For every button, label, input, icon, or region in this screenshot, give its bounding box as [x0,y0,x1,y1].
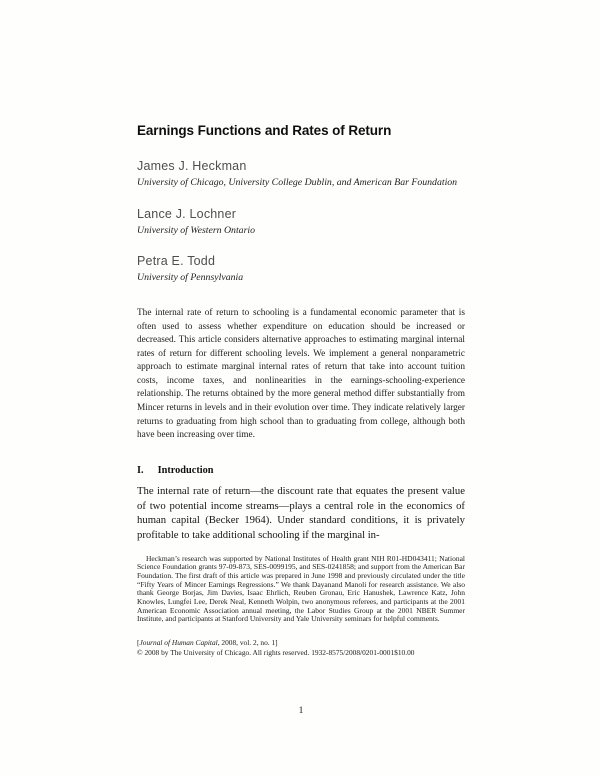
author-affiliation: University of Western Ontario [137,224,256,236]
paper-title: Earnings Functions and Rates of Return [137,123,392,138]
author-block [137,254,465,285]
copyright-line: © 2008 by The University of Chicago. All rights reserved. 1932-8575/2008/0201-0001$10.00 [137,647,415,657]
acknowledgments-footnote: Heckman’s research was supported by National Institutes of Health grant NIH R01-HD043411; National Science Foundation grants 97-09-873, SES-0099195, and SES-0241858; and support from the American Bar Foundation. The first draft of this article was prepared in June 1998 and previously circulated under the title “Fifty Years of Mincer Earnings Regressions.” We thank Dayanand Manoli for research assistance. We also thank George Borjas, Jim Davies, Isaac Ehrlich, Reuben Gronau, Eric Hanushek, Lawrence Katz, John Knowles, Lungfei Lee, Derek Neal, Kenneth Wolpin, two anonymous referees, and participants at the 2001 American Economic Association annual meeting, the Labor Studies Group at the 2001 NBER Summer Institute, and participants at Stanford University and Yale University seminars for helpful comments. [137,553,465,624]
journal-info [137,638,465,658]
author-list [137,159,465,285]
page-number: 1 [298,706,304,716]
author-affiliation: University of Chicago, University College Dublin, and American Bar Foundation [137,177,458,188]
journal-citation [137,638,465,648]
intro-paragraph: The internal rate of return—the discount rate that equates the present value of two potential income streams—plays a central role in the economics of human capital (Becker 1964). Under standard conditions, it is privately profitable to take additional schooling if the marginal in- [137,484,465,542]
author-block [137,207,465,238]
author-name: Petra E. Todd [137,254,216,269]
page-content [137,123,465,658]
author-name: James J. Heckman [137,159,247,173]
abstract-text: The internal rate of return to schooling is a fundamental economic parameter that is often used to assess whether expenditure on education should be increased or decreased. This article considers alternative approaches to estimating marginal internal rates of return for different schooling levels. We implement a general nonparametric approach to estimate marginal internal rates of return that take into account tuition costs, income taxes, and nonlinearities in the earnings-schooling-experience relationship. The returns obtained by the more general method differ substantially from Mincer returns in levels and in their evolution over time. They indicate relatively larger returns to graduating from high school than to graduating from college, although both have been increasing over time. [137,308,465,441]
section-heading [137,465,465,476]
journal-name: Journal of Human Capital [139,637,218,647]
journal-citation-prefix: [ [137,637,140,647]
section-number: I. [137,464,144,476]
section-title: Introduction [157,464,214,476]
journal-citation-suffix: , 2008, vol. 2, no. 1] [217,637,278,647]
author-block [137,159,465,190]
author-name: Lance J. Lochner [137,206,237,221]
author-affiliation: University of Pennsylvania [137,272,244,284]
